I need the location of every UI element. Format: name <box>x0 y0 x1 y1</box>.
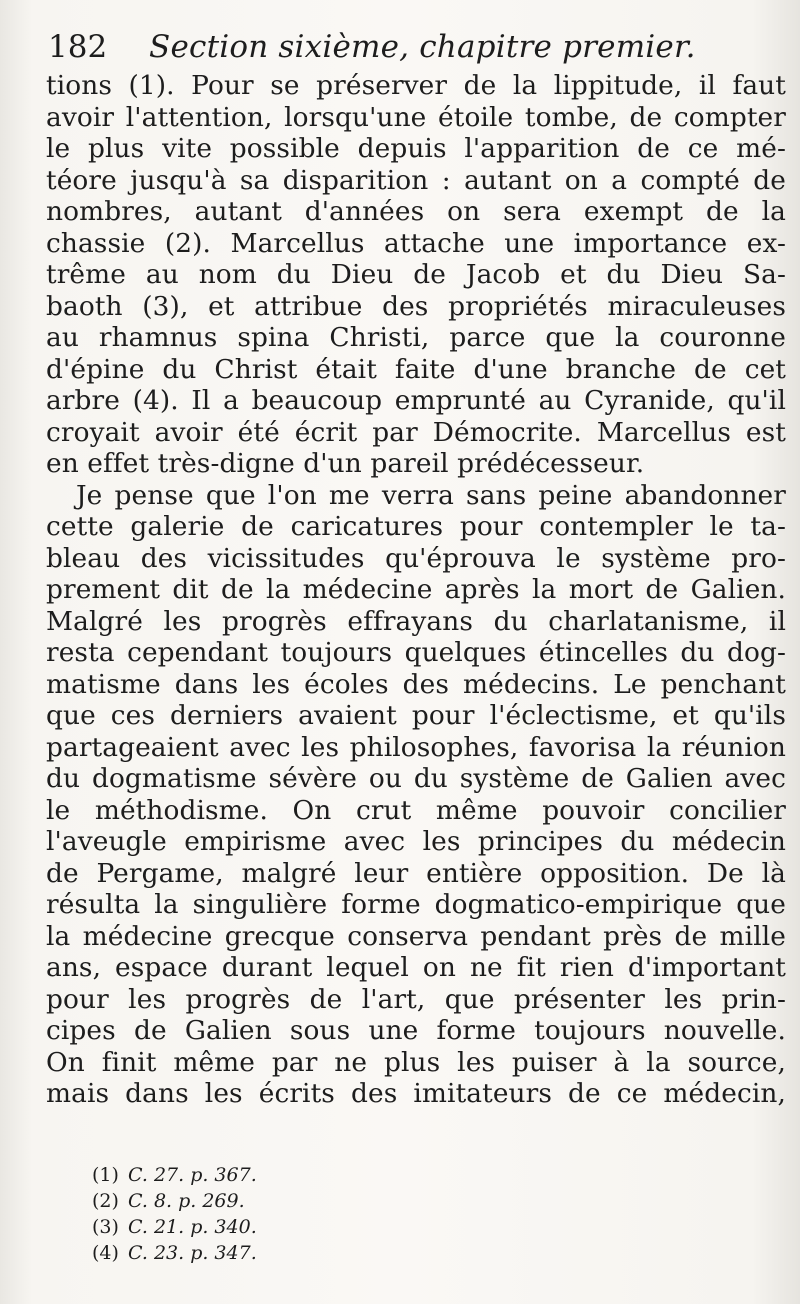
text-line: avoir l'attention, lorsqu'une étoile tombe, de compter <box>46 101 786 133</box>
text-line: matisme dans les écoles des médecins. Le penchant <box>46 668 786 700</box>
text-line: le méthodisme. On crut même pouvoir concilier <box>46 794 786 826</box>
footnote-reference: C. 21. p. 340. <box>128 1216 257 1238</box>
footnote <box>92 1188 392 1214</box>
page-number: 182 <box>48 29 108 65</box>
text-line: On finit même par ne plus les puiser à la source, <box>46 1046 786 1078</box>
footnote-reference: C. 23. p. 347. <box>128 1242 257 1264</box>
text-line: cette galerie de caricatures pour contempler le ta- <box>46 511 786 542</box>
footnote-reference: C. 27. p. 367. <box>128 1164 257 1186</box>
text-line: de Pergame, malgré leur entière opposition. De là <box>46 857 786 889</box>
footnote-reference: C. 8. p. 269. <box>128 1190 245 1212</box>
footnote <box>92 1240 392 1266</box>
text-line: pour les progrès de l'art, que présenter les prin- <box>46 983 786 1015</box>
footnote-label: (3) <box>92 1216 119 1238</box>
text-line: en effet très-digne d'un pareil prédécesseur. <box>46 448 645 479</box>
text-line: baoth (3), et attribue des propriétés miraculeuses <box>46 290 786 322</box>
text-line: mais dans les écrits des imitateurs de ce médecin, <box>46 1078 786 1109</box>
text-line: nombres, autant d'années on sera exempt de la <box>46 196 786 227</box>
body-text <box>46 70 786 1110</box>
text-line: l'aveugle empirisme avec les principes du médecin <box>46 826 786 857</box>
text-line: résulta la singulière forme dogmatico-empirique que <box>46 889 786 920</box>
running-title: Section sixième, chapitre premier. <box>149 29 696 65</box>
footnote-label: (2) <box>92 1190 119 1212</box>
text-line: tions (1). Pour se préserver de la lippitude, il faut <box>46 70 786 101</box>
text-line: la médecine grecque conserva pendant près de mille <box>46 920 786 952</box>
text-line: trême au nom du Dieu de Jacob et du Dieu Sa- <box>46 259 786 290</box>
text-line: téore jusqu'à sa disparition : autant on a compté de <box>46 164 786 196</box>
text-line: bleau des vicissitudes qu'éprouva le système pro- <box>46 542 786 574</box>
text-line: partageaient avec les philosophes, favorisa la réunion <box>46 731 786 763</box>
footnote <box>92 1162 392 1188</box>
footnotes <box>92 1162 392 1266</box>
text-line: le plus vite possible depuis l'apparition de ce mé- <box>46 133 786 164</box>
page-header <box>48 22 788 72</box>
text-line: chassie (2). Marcellus attache une importance ex- <box>46 227 786 259</box>
text-line: prement dit de la médecine après la mort de Galien. <box>46 574 786 605</box>
text-line: Malgré les progrès effrayans du charlatanisme, il <box>46 605 786 637</box>
text-line: arbre (4). Il a beaucoup emprunté au Cyranide, qu'il <box>46 385 786 416</box>
text-line: cipes de Galien sous une forme toujours nouvelle. <box>46 1015 786 1046</box>
text-line: au rhamnus spina Christi, parce que la couronne <box>46 322 786 353</box>
text-line: croyait avoir été écrit par Démocrite. Marcellus est <box>46 416 786 448</box>
text-line: d'épine du Christ était faite d'une branche de cet <box>46 353 786 385</box>
footnote <box>92 1214 392 1240</box>
text-line: resta cependant toujours quelques étincelles du dog- <box>46 637 786 668</box>
text-line: du dogmatisme sévère ou du système de Galien avec <box>46 763 786 794</box>
text-line: Je pense que l'on me verra sans peine abandonner <box>76 479 786 511</box>
text-line: ans, espace durant lequel on ne fit rien d'important <box>46 952 786 983</box>
text-line: que ces derniers avaient pour l'éclectisme, et qu'ils <box>46 700 786 731</box>
footnote-label: (1) <box>92 1164 119 1186</box>
footnote-label: (4) <box>92 1242 119 1264</box>
